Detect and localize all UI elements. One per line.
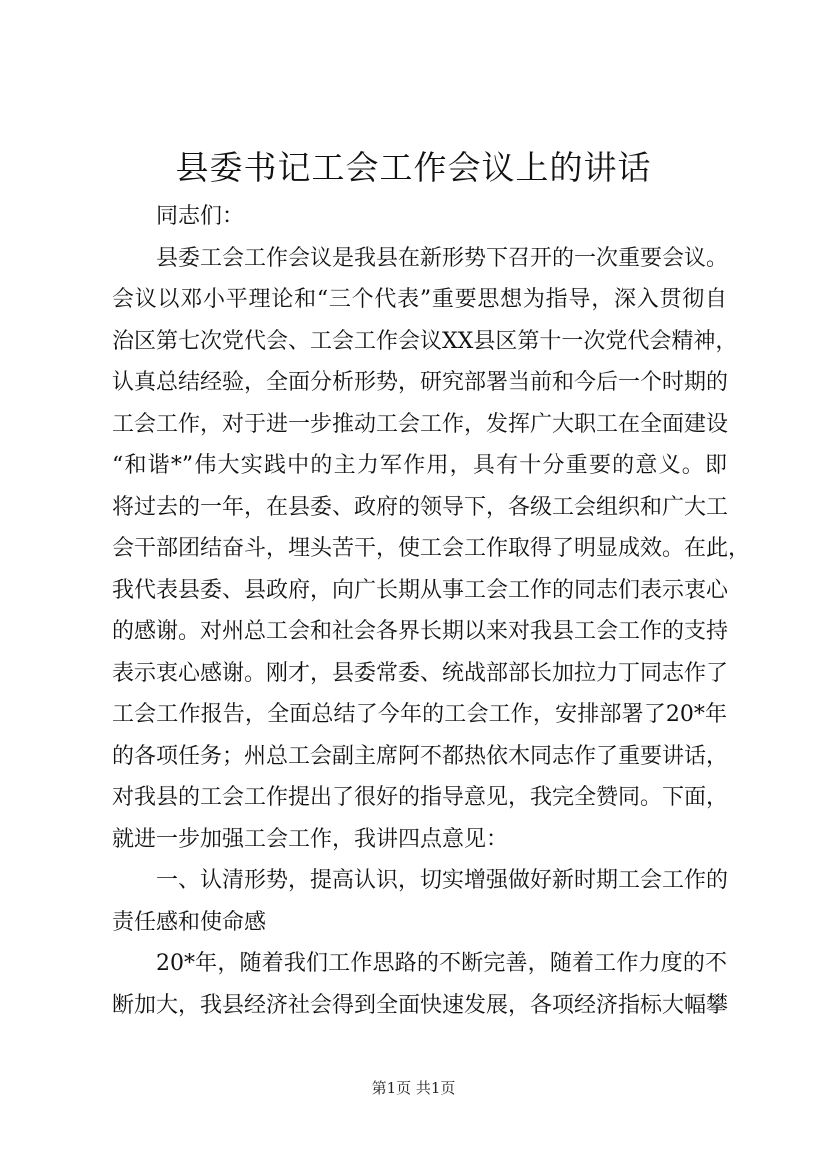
body-line: 治区第七次党代会、工会工作会议XX县区第十一次党代会精神，	[112, 328, 738, 354]
body-line: 认真总结经验，全面分析形势，研究部署当前和今后一个时期的	[112, 370, 729, 395]
salutation-line: 同志们：	[156, 204, 245, 229]
body-line: 我代表县委、县政府，向广长期从事工会工作的同志们表示衷心	[112, 577, 729, 603]
body-line: 工会工作报告，全面总结了今年的工会工作，安排部署了20*年	[112, 702, 727, 727]
document-body	[112, 196, 751, 1026]
body-line: “和谐*”伟大实践中的主力军作用，具有十分重要的意义。即	[112, 453, 727, 478]
body-line: 县委工会工作会议是我县在新形势下召开的一次重要会议。	[156, 245, 729, 271]
body-line: 的各项任务；州总工会副主席阿不都热依木同志作了重要讲话，	[112, 743, 729, 769]
page-footer: 第1页 共1页	[371, 1079, 456, 1097]
body-line: 表示衷心感谢。刚才，县委常委、统战部部长加拉力丁同志作了	[112, 660, 729, 686]
body-line: 会议以邓小平理论和“三个代表”重要思想为指导，深入贯彻自	[112, 287, 727, 312]
body-line: 20*年，随着我们工作思路的不断完善，随着工作力度的不	[156, 951, 727, 976]
body-line: 会干部团结奋斗，埋头苦干，使工会工作取得了明显成效。在此，	[112, 536, 751, 561]
body-line: 将过去的一年，在县委、政府的领导下，各级工会组织和广大工	[112, 494, 729, 520]
section-heading-line: 责任感和使命感	[112, 909, 267, 935]
body-line: 就进一步加强工会工作，我讲四点意见：	[112, 826, 509, 852]
body-line: 断加大，我县经济社会得到全面快速发展，各项经济指标大幅攀	[112, 992, 729, 1018]
body-line: 对我县的工会工作提出了很好的指导意见，我完全赞同。下面，	[112, 785, 729, 810]
body-line: 的感谢。对州总工会和社会各界长期以来对我县工会工作的支持	[112, 619, 729, 644]
section-heading-line: 一、认清形势，提高认识，切实增强做好新时期工会工作的	[156, 868, 729, 893]
document-title: 县委书记工会工作会议上的讲话	[175, 148, 652, 187]
body-line: 工会工作，对于进一步推动工会工作，发挥广大职工在全面建设	[112, 411, 729, 437]
